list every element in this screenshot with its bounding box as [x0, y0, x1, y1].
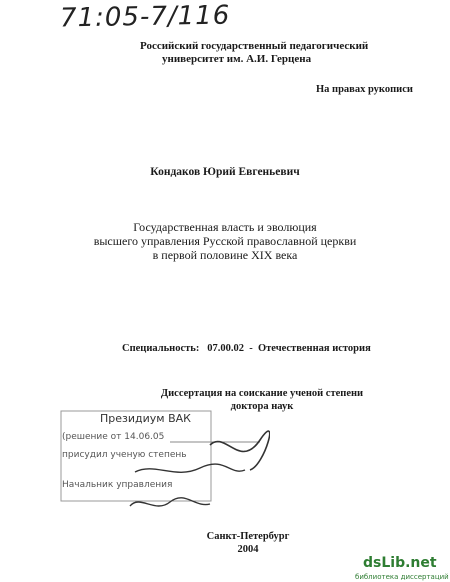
title-line-1: Государственная власть и эволюция	[133, 220, 317, 234]
place-and-year	[198, 530, 298, 556]
stamp-line-3: присудил ученую степень	[62, 450, 187, 460]
archive-code-handwritten: 71:05-7/116	[59, 0, 231, 34]
university-line-2: университет им. А.И. Герцена	[162, 53, 312, 65]
city: Санкт-Петербург	[206, 531, 290, 542]
specialty-line: Специальность: 07.00.02 - Отечественная история	[122, 343, 371, 354]
stamp-line-1: Президиум ВАК	[100, 412, 191, 425]
stamp-strokes-graphic	[60, 410, 270, 520]
author-name: Кондаков Юрий Евгеньевич	[150, 166, 300, 178]
university-line-1: Российский государственный педагогический	[140, 40, 369, 52]
stamp-line-4: Начальник управления	[62, 480, 173, 490]
watermark-name: dsLib.net	[363, 555, 437, 571]
rights-note: На правах рукописи	[316, 84, 413, 95]
watermark-tagline: библиотека диссертаций	[355, 573, 449, 581]
title-line-3: в первой половине XIX века	[152, 248, 298, 262]
dslib-watermark	[355, 555, 450, 582]
university-name	[140, 40, 380, 66]
stamp-line-2: (решение от 14.06.05	[62, 432, 165, 442]
title-line-2: высшего управления Русской православной церкви	[93, 234, 357, 248]
year: 2004	[237, 544, 259, 555]
dissertation-line-2: доктора наук	[230, 401, 294, 412]
vak-stamp	[60, 410, 270, 520]
dissertation-title	[0, 220, 450, 262]
dissertation-line-1: Диссертация на соискание ученой степени	[160, 388, 364, 399]
